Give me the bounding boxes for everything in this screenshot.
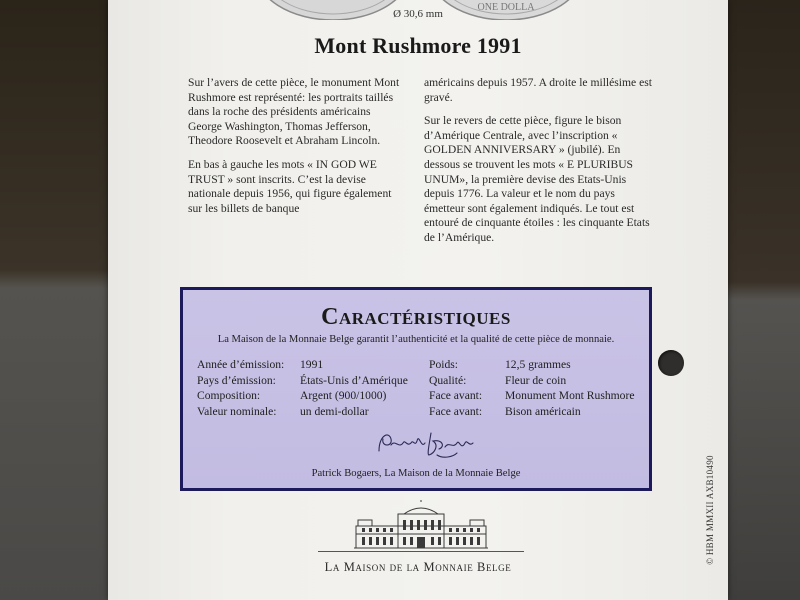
description-left-column [188,76,406,225]
paragraph: américains depuis 1957. A droite le millésime est gravé. [424,76,652,104]
spec-value: Bison américain [505,404,581,418]
spec-label: Face avant: [429,389,483,402]
specifications-heading: Caractéristiques [321,304,511,330]
spec-label: Pays d’émission: [197,373,276,387]
punch-hole [658,350,684,376]
copyright-code [704,440,716,580]
spec-label: Composition: [197,389,261,402]
authenticity-statement: La Maison de la Monnaie Belge garantit l’authenticité et la qualité de cette pièce de monnaie. [217,334,615,345]
background-left [0,0,108,600]
background-right [720,0,800,600]
description-right-column [424,76,656,255]
signature-image [373,425,483,463]
spec-row [197,404,637,420]
spec-value: États-Unis d’Amérique [300,373,408,387]
spec-value: Fleur de coin [505,373,567,387]
spec-value: 12,5 grammes [505,358,571,371]
spec-row [197,388,637,404]
info-card [108,0,728,600]
specifications-box [180,287,652,491]
spec-label: Qualité: [429,373,467,387]
page-title: Mont Rushmore 1991 [314,33,522,58]
spec-label: Face avant: [429,404,483,418]
spec-label: Poids: [429,358,458,371]
signer-name: Patrick Bogaers, La Maison de la Monnaie Belge [311,468,521,479]
spec-label: Année d’émission: [197,358,285,371]
paragraph: Sur le revers de cette pièce, figure le bison d’Amérique Centrale, avec l’inscription « GOLDEN ANNIVERSARY » (jubilé). En dessous se trouvent les mots « E PLURIBUS UNUM», la première devise des Etats-Unis depuis 1776. La valeur et le nom du pays émetteur sont également indiqués. Le tout est entouré de cinquante étoiles : les cinquante Etats de l’Amérique. [424,114,650,244]
spec-row [197,373,637,389]
logo-divider [318,551,524,552]
copyright-code-text: © HBM MMXII AXB10490 [705,455,715,565]
paragraph: En bas à gauche les mots « IN GOD WE TRUST » sont inscrits. C’est la devise nationale depuis 1956, qui figure également sur les billets de banque [188,157,392,215]
coin-diameter: Ø 30,6 mm [393,8,443,20]
spec-row [197,357,637,373]
paragraph: Sur l’avers de cette pièce, le monument Mont Rushmore est représenté: les portraits taillés dans la roche des présidents américains George Washington, Thomas Jefferson, Theodore Roosevelt et Abraham Lincoln. [188,76,400,148]
spec-label: Valeur nominale: [197,404,277,418]
specifications-table [197,357,637,419]
coin-edge-text: ONE DOLLA [477,2,535,13]
spec-value: Argent (900/1000) [300,389,387,402]
spec-value: Monument Mont Rushmore [505,389,635,402]
mint-building-logo [346,500,496,552]
spec-value: 1991 [300,358,324,371]
spec-value: un demi-dollar [300,404,369,418]
brand-name: La Maison de la Monnaie Belge [324,560,512,574]
